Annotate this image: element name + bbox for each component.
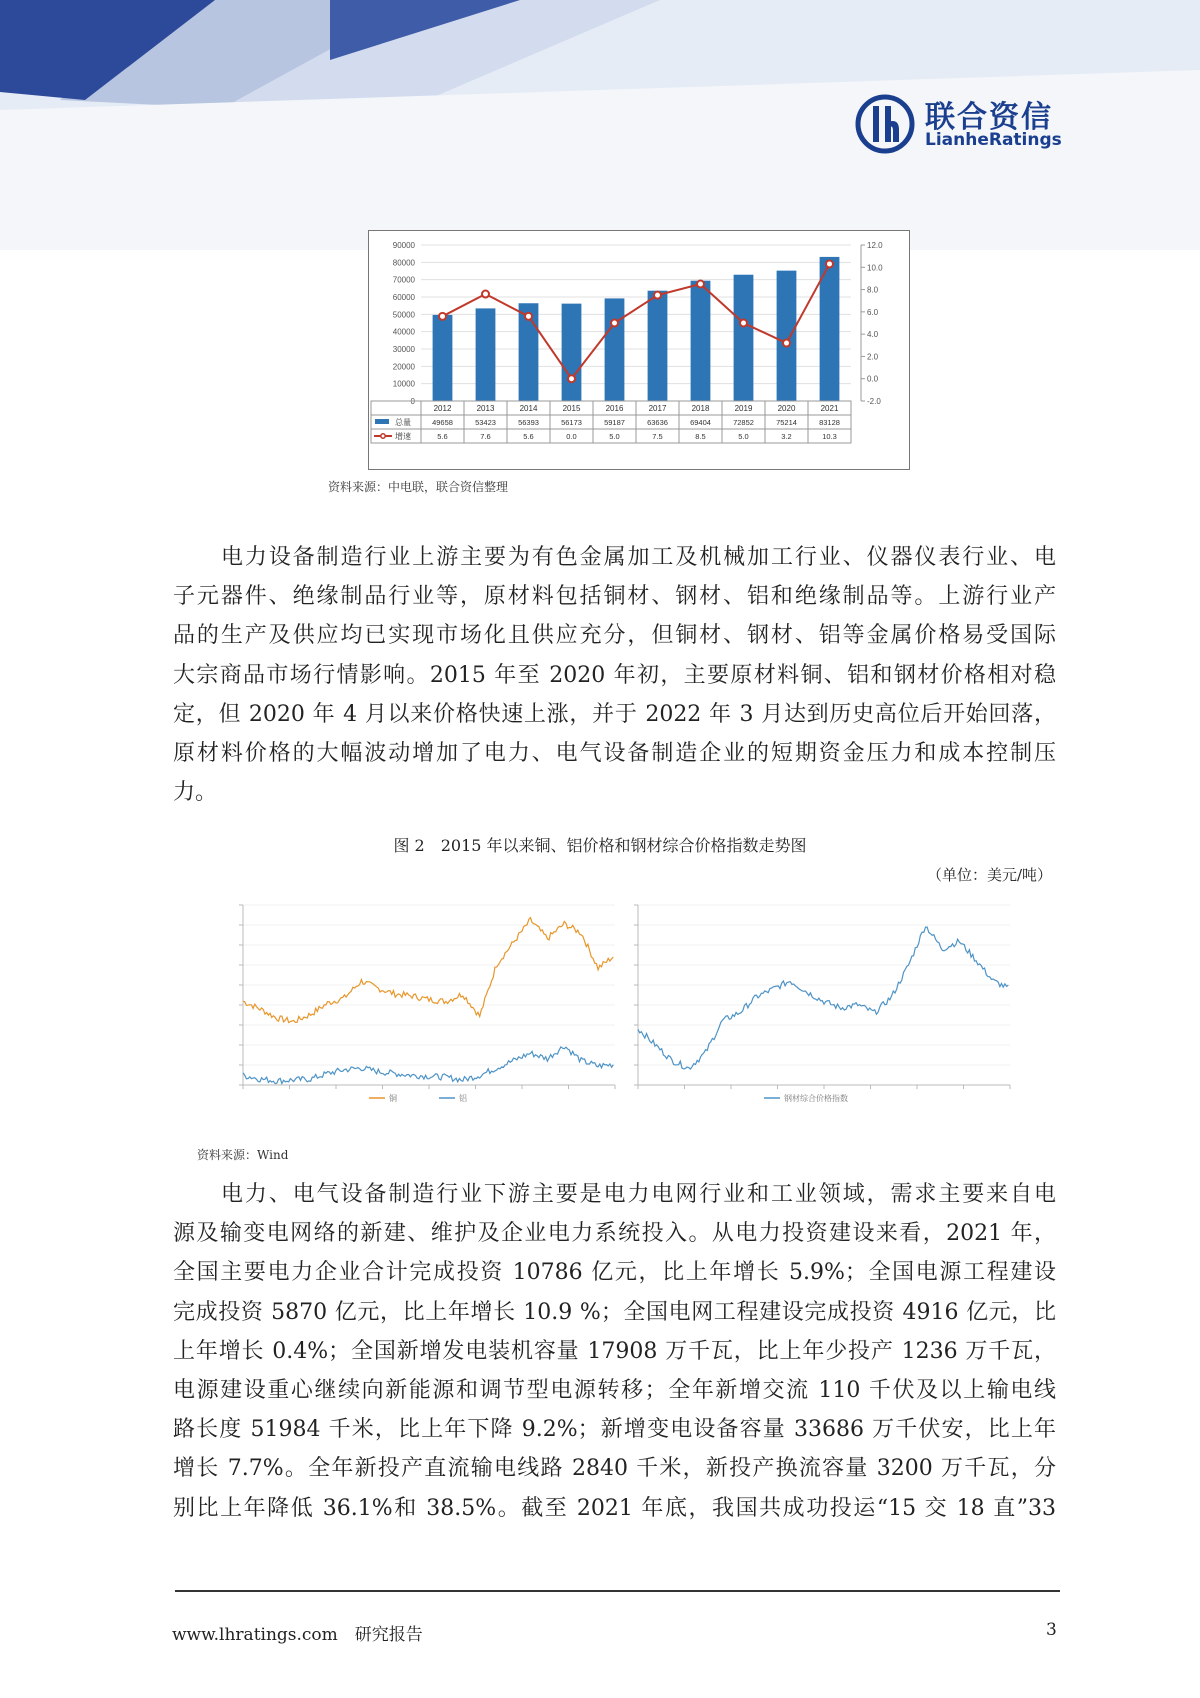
chart1-table-cell: 5.6	[523, 432, 534, 441]
paragraph-downstream-line: 电力、电气设备制造行业下游主要是电力电网行业和工业领域，需求主要来自电	[221, 1182, 1056, 1207]
chart1-category-label: 2013	[476, 404, 495, 413]
chart1-table-cell: 0.0	[566, 432, 577, 441]
chart1-y-right-tick: -2.0	[867, 397, 881, 406]
chart1-y-right-tick: 2.0	[867, 352, 879, 362]
chart1-y-right-tick: 8.0	[867, 285, 879, 295]
paragraph-downstream-line: 增长 7.7%。全年新投产直流输电线路 2840 千米，新投产换流容量 3200 万千瓦，分	[173, 1456, 1056, 1482]
chart1-y-right-tick: 4.0	[867, 330, 879, 340]
chart1-y-right-tick: 6.0	[867, 307, 879, 317]
chart1-y-left-tick: 90000	[392, 241, 415, 250]
chart1-y-left-tick: 70000	[392, 275, 415, 285]
chart1-category-label: 2012	[433, 404, 452, 413]
chart1-y-left-tick: 60000	[392, 293, 415, 302]
chart1-growth-point	[482, 291, 489, 298]
chart1-growth-point	[826, 260, 833, 267]
chart1-y-right-tick: 12.0	[867, 241, 883, 250]
chart1-table-cell: 56173	[561, 418, 582, 427]
paragraph-upstream-line: 电力设备制造行业上游主要为有色金属加工及机械加工行业、仪器仪表行业、电	[221, 545, 1056, 570]
chart1-y-left-tick: 10000	[392, 379, 415, 389]
chart1-growth-point	[611, 320, 618, 327]
chart1-table-cell: 10.3	[822, 432, 837, 441]
page-number: 3	[1046, 1620, 1057, 1640]
chart1-table-cell: 72852	[733, 418, 754, 427]
figure2-title: 图 2 2015 年以来铜、铝价格和钢材综合价格指数走势图	[393, 836, 807, 855]
paragraph-downstream-line: 电源建设重心继续向新能源和调节型电源转移；全年新增交流 110 千伏及以上输电线	[173, 1377, 1056, 1403]
chart-power-investment	[369, 231, 909, 469]
chart1-table-cell: 63636	[647, 418, 668, 427]
paragraph-upstream-line: 力。	[173, 780, 218, 806]
chart1-growth-point	[740, 320, 747, 327]
chart1-y-left-tick: 80000	[392, 258, 415, 268]
chart1-growth-point	[525, 313, 532, 320]
chart1-table-cell: 7.5	[652, 432, 663, 441]
chart1-bar	[433, 315, 453, 401]
chart1-table-cell: 3.2	[781, 432, 792, 441]
chart1-growth-point	[439, 313, 446, 320]
chart2-series-line	[243, 918, 613, 1023]
paragraph-upstream-line: 定，但 2020 年 4 月以来价格快速上涨，并于 2022 年 3 月达到历史高位后开始回落，	[173, 701, 1056, 727]
paragraph-downstream-line: 上年增长 0.4%；全国新增发电装机容量 17908 万千瓦，比上年少投产 1236 万千瓦，	[173, 1338, 1056, 1364]
chart1-bar	[691, 281, 711, 401]
chart1-table-cell: 5.0	[609, 432, 620, 441]
chart1-category-label: 2015	[562, 404, 581, 413]
chart1-y-left-tick: 50000	[392, 310, 415, 320]
chart1-table-cell: 7.6	[480, 432, 491, 441]
logo-english-text: LianheRatings	[925, 130, 1062, 150]
chart1-category-label: 2016	[605, 404, 624, 413]
paragraph-downstream-line: 完成投资 5870 亿元，比上年增长 10.9 %；全国电网工程建设完成投资 4916 亿元，比	[173, 1299, 1056, 1325]
chart1-category-label: 2019	[734, 404, 753, 413]
paragraph-upstream-line: 大宗商品市场行情影响。2015 年至 2020 年初，主要原材料铜、铝和钢材价格相对稳	[173, 662, 1056, 688]
paragraph-upstream	[173, 538, 1056, 812]
paragraph-downstream-line: 别比上年降低 36.1%和 38.5%。截至 2021 年底，我国共成功投运“15 交 18 直”33	[173, 1495, 1056, 1521]
paragraph-downstream-line: 源及输变电网络的新建、维护及企业电力系统投入。从电力投资建设来看，2021 年，	[173, 1221, 1056, 1247]
chart1-table-cell: 5.6	[437, 432, 448, 441]
chart1-legend-bar-swatch	[375, 419, 389, 424]
footer-site-label: www.lhratings.com 研究报告	[172, 1625, 423, 1645]
footer-rule	[175, 1590, 1060, 1592]
chart1-y-left-tick: 20000	[392, 362, 415, 372]
chart-metal-prices	[233, 895, 1053, 1115]
paragraph-downstream	[173, 1175, 1056, 1528]
chart1-table-cell: 5.0	[738, 432, 749, 441]
chart2-series-line	[638, 927, 1008, 1069]
figure2-unit: （单位：美元/吨）	[926, 866, 1052, 884]
chart1-category-label: 2018	[691, 404, 710, 413]
chart2-legend-label: 铝	[459, 1094, 467, 1103]
chart1-category-label: 2021	[820, 404, 839, 413]
chart1-growth-point	[697, 281, 704, 288]
figure2-source: 资料来源：Wind	[197, 1148, 289, 1162]
chart1-y-left-tick: 40000	[392, 327, 415, 337]
chart1-table-row-label: 增速	[395, 432, 411, 441]
chart-power-investment-frame	[368, 230, 910, 470]
chart1-table-row-label: 总量	[395, 418, 411, 427]
chart1-growth-point	[783, 340, 790, 347]
logo-mark-icon	[855, 94, 915, 154]
chart1-y-right-tick: 10.0	[867, 263, 883, 273]
chart1-bar	[605, 298, 625, 401]
chart1-table-cell: 8.5	[695, 432, 706, 441]
chart1-bar	[777, 271, 797, 401]
company-logo	[855, 90, 1065, 160]
chart1-y-right-tick: 0.0	[867, 374, 879, 384]
chart2-legend-label: 铜	[389, 1094, 397, 1103]
chart1-table-cell: 59187	[604, 418, 625, 427]
chart1-category-label: 2020	[777, 404, 796, 413]
paragraph-upstream-line: 原材料价格的大幅波动增加了电力、电气设备制造企业的短期资金压力和成本控制压	[173, 740, 1056, 766]
chart1-table-cell: 75214	[776, 418, 797, 427]
chart1-legend-line-marker	[381, 434, 385, 438]
paragraph-upstream-line: 子元器件、绝缘制品行业等，原材料包括铜材、钢材、铝和绝缘制品等。上游行业产	[173, 584, 1056, 610]
chart1-bar	[648, 291, 668, 401]
paragraph-downstream-line: 路长度 51984 千米，比上年下降 9.2%；新增变电设备容量 33686 万千伏安，比上年	[173, 1417, 1056, 1443]
chart1-table-cell: 83128	[819, 418, 840, 427]
chart1-bar	[476, 308, 496, 401]
paragraph-downstream-line: 全国主要电力企业合计完成投资 10786 亿元，比上年增长 5.9%；全国电源工程建设	[173, 1260, 1056, 1286]
chart1-category-label: 2017	[648, 404, 667, 413]
chart1-source: 资料来源：中电联，联合资信整理	[328, 480, 509, 494]
chart1-table-cell: 53423	[475, 418, 496, 427]
chart1-growth-point	[654, 292, 661, 299]
chart1-growth-line	[443, 264, 830, 379]
chart1-bar	[562, 304, 582, 401]
paragraph-upstream-line: 品的生产及供应均已实现市场化且供应充分，但铜材、钢材、铝等金属价格易受国际	[173, 623, 1056, 649]
chart1-y-left-tick: 0	[410, 397, 415, 406]
chart1-table-cell: 49658	[432, 418, 453, 427]
chart1-category-label: 2014	[519, 404, 538, 413]
chart2-legend-label: 钢材综合价格指数	[784, 1094, 848, 1103]
chart1-table-cell: 56393	[518, 418, 539, 427]
chart1-y-left-tick: 30000	[392, 345, 415, 354]
chart1-table-cell: 69404	[690, 418, 711, 427]
chart1-bar	[734, 275, 754, 401]
chart1-growth-point	[568, 375, 575, 382]
logo-chinese-text: 联合资信	[925, 100, 1053, 135]
